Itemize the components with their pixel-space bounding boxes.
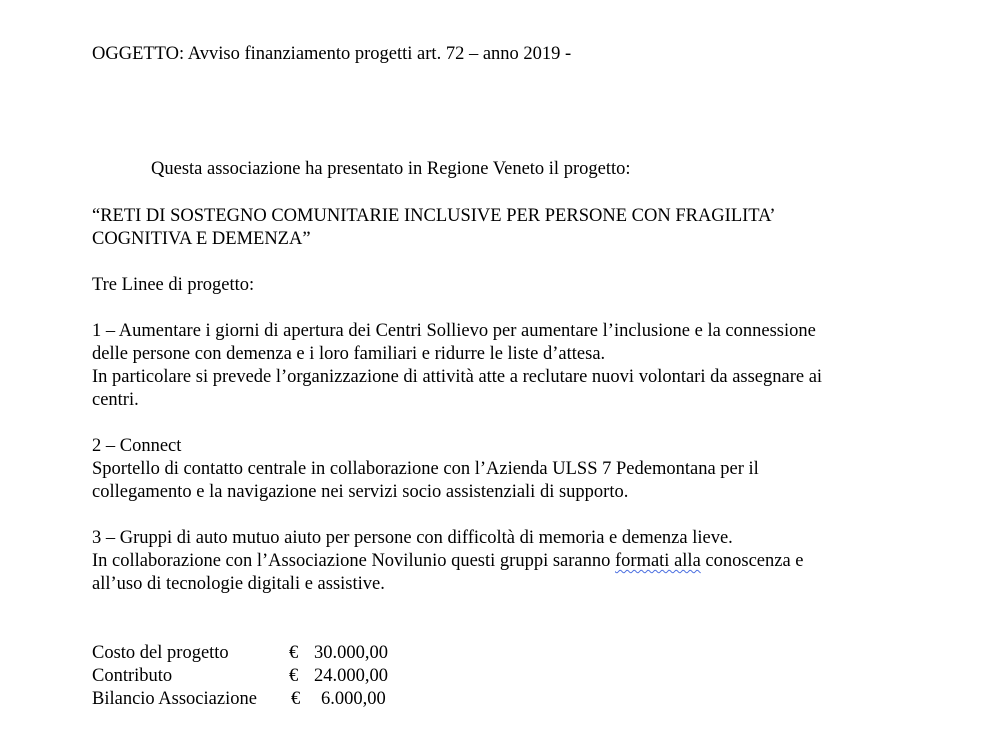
project-title-line-2: COGNITIVA E DEMENZA”: [92, 229, 311, 249]
intro-paragraph: Questa associazione ha presentato in Regione Veneto il progetto:: [151, 159, 631, 179]
project-line-3-text-1-pre: In collaborazione con l’Associazione Novilunio questi gruppi saranno: [92, 551, 615, 571]
project-line-3-text-1-post: conoscenza e: [700, 551, 804, 571]
project-line-2-title: 2 – Connect: [92, 436, 182, 456]
project-title-line-1: “RETI DI SOSTEGNO COMUNITARIE INCLUSIVE PER PERSONE CON FRAGILITA’: [92, 206, 776, 226]
cost-amount: 24.000,00: [314, 666, 388, 686]
project-line-3-text-1: [92, 550, 804, 573]
cost-label: Costo del progetto: [92, 643, 229, 663]
spellcheck-flagged-text[interactable]: formati alla: [615, 551, 701, 571]
currency-symbol: €: [289, 643, 299, 663]
cost-row-total: [92, 642, 412, 665]
currency-symbol: €: [289, 666, 299, 686]
cost-amount: 30.000,00: [314, 643, 388, 663]
lines-heading: Tre Linee di progetto:: [92, 275, 255, 295]
project-line-2-text-1: Sportello di contatto centrale in collaborazione con l’Azienda ULSS 7 Pedemontana per il: [92, 459, 759, 479]
project-line-2-text-2: collegamento e la navigazione nei servizi socio assistenziali di supporto.: [92, 482, 629, 502]
cost-row-association-budget: [92, 688, 412, 711]
cost-amount: 6.000,00: [321, 689, 386, 709]
cost-label: Contributo: [92, 666, 173, 686]
project-line-1-text-4: centri.: [92, 390, 139, 410]
project-line-3-text-2: all’uso di tecnologie digitali e assistive.: [92, 574, 385, 594]
project-line-3-title: 3 – Gruppi di auto mutuo aiuto per persone con difficoltà di memoria e demenza lieve.: [92, 528, 733, 548]
cost-row-contribution: [92, 665, 412, 688]
currency-symbol: €: [291, 689, 301, 709]
cost-label: Bilancio Associazione: [92, 689, 257, 709]
project-line-1-text-2: delle persone con demenza e i loro familiari e ridurre le liste d’attesa.: [92, 344, 606, 364]
subject-line: OGGETTO: Avviso finanziamento progetti art. 72 – anno 2019 -: [92, 44, 572, 64]
project-line-1-text-1: 1 – Aumentare i giorni di apertura dei Centri Sollievo per aumentare l’inclusione e la connessione: [92, 321, 816, 341]
project-line-1-text-3: In particolare si prevede l’organizzazione di attività atte a reclutare nuovi volontari da assegnare ai: [92, 367, 823, 387]
